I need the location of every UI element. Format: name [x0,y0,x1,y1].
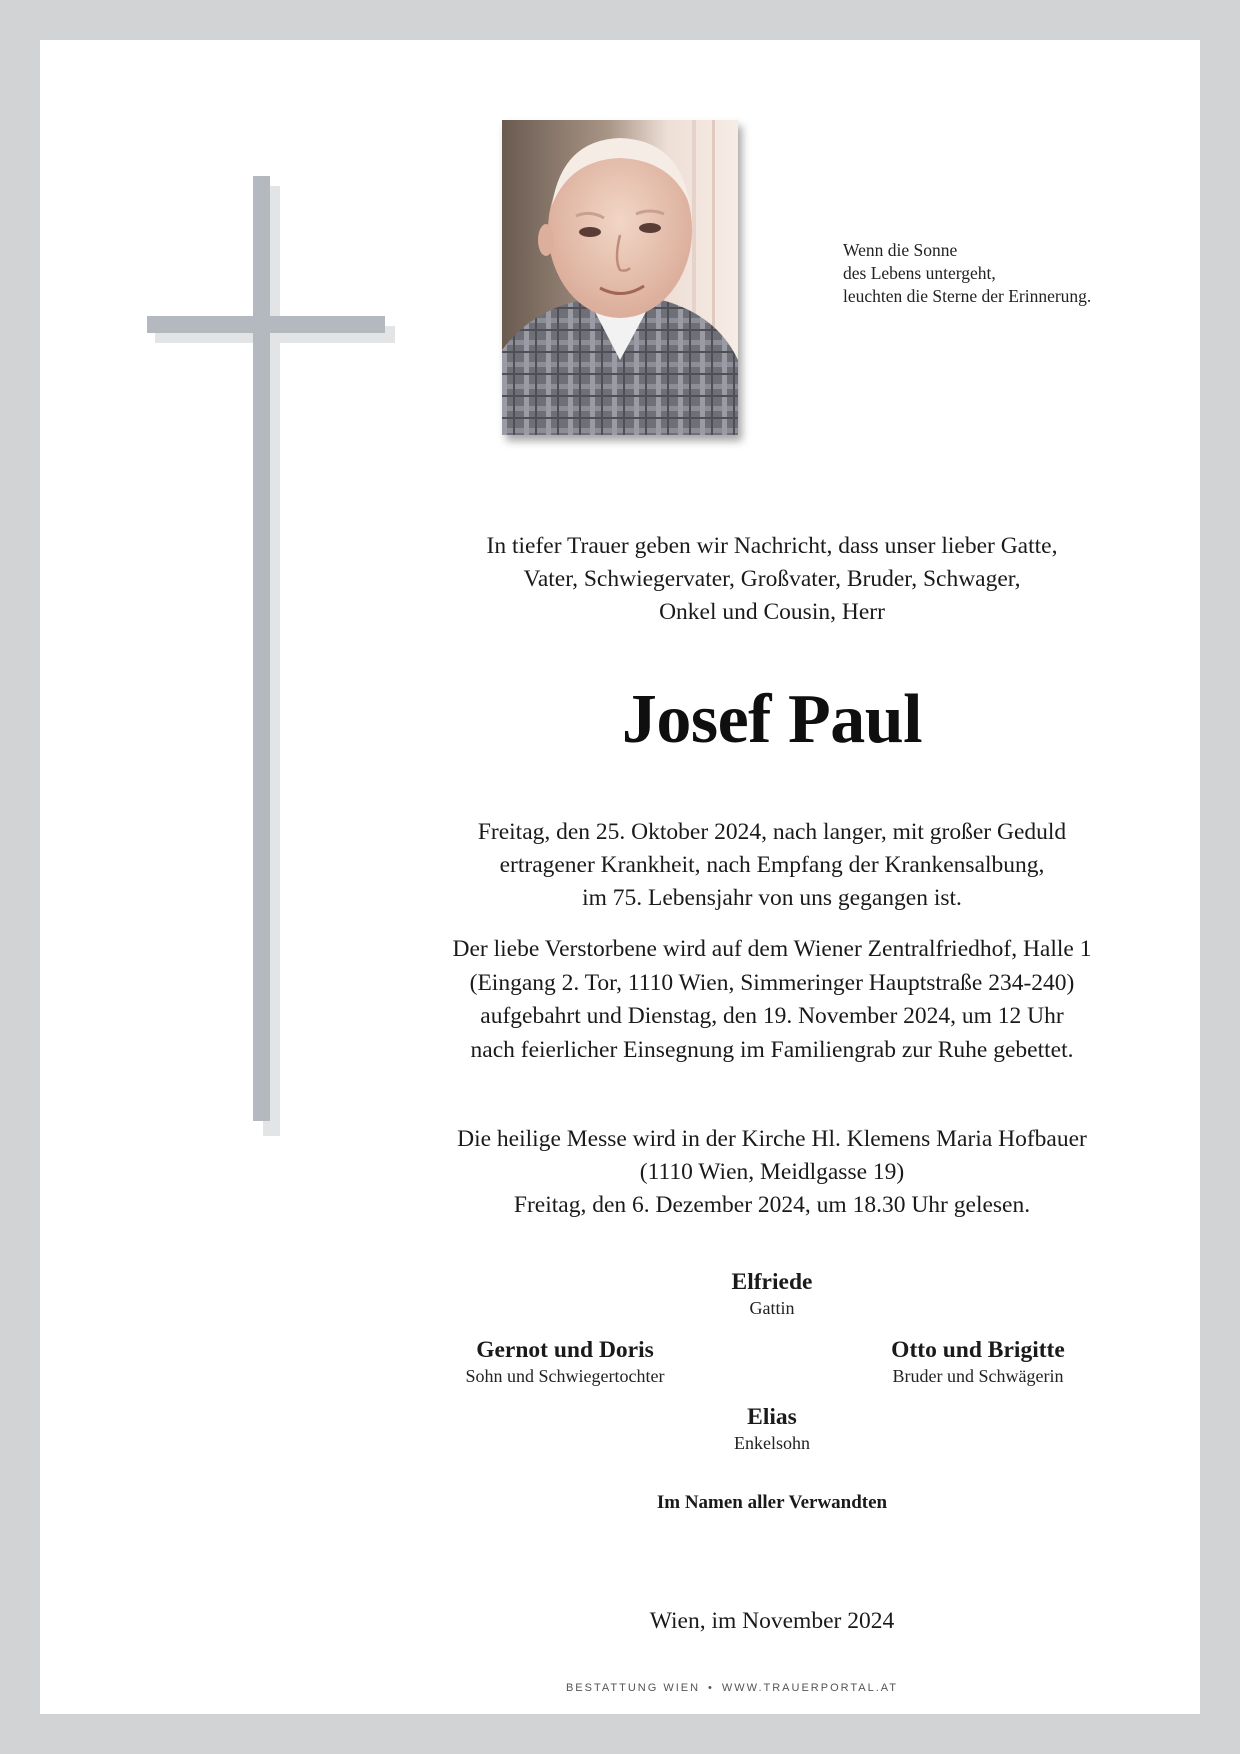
intro-line: In tiefer Trauer geben wir Nachricht, dass unser lieber Gatte, [486,533,1058,559]
mass-line: Freitag, den 6. Dezember 2024, um 18.30 Uhr gelesen. [513,1192,1031,1218]
mourner-role: Enkelsohn [734,1433,810,1453]
death-line: im 75. Lebensjahr von uns gegangen ist. [582,885,962,911]
mourner-spouse [612,1268,932,1320]
funeral-line: aufgebahrt und Dienstag, den 19. November 2024, um 12 Uhr [480,1003,1064,1029]
cross-beam-horizontal [147,316,385,333]
quote-line: Wenn die Sonne [843,240,958,260]
intro-line: Vater, Schwiegervater, Großvater, Bruder, Schwager, [523,566,1021,592]
death-line: ertragener Krankheit, nach Empfang der Krankensalbung, [499,852,1045,878]
funeral-line: (Eingang 2. Tor, 1110 Wien, Simmeringer Hauptstraße 234-240) [469,969,1075,996]
mourner-role: Bruder und Schwägerin [892,1366,1064,1386]
obituary-card [40,40,1200,1714]
mourner-son [405,1336,725,1388]
mourner-name: Otto und Brigitte [891,1337,1065,1363]
funeral-line: nach feierlicher Einsegnung im Familiengrab zur Ruhe gebettet. [470,1036,1074,1063]
relatives-note: Im Namen aller Verwandten [656,1492,888,1513]
footer-url: WWW.TRAUERPORTAL.AT [721,1682,899,1694]
quote-line: des Lebens untergeht, [843,263,996,283]
mass-paragraph [370,1123,1174,1222]
intro-line: Onkel und Cousin, Herr [659,599,885,625]
mass-line: (1110 Wien, Meidlgasse 19) [639,1159,905,1185]
mourner-role: Gattin [749,1298,795,1318]
mourner-brother [818,1336,1138,1388]
deceased-name: Josef Paul [621,681,923,758]
announcement-intro [370,530,1174,629]
funeral-paragraph [370,933,1174,1067]
footer-separator: • [708,1682,714,1694]
quote-line: leuchten die Sterne der Erinnerung. [843,286,1092,306]
funeral-line: Der liebe Verstorbene wird auf dem Wiener Zentralfriedhof, Halle 1 [452,936,1092,962]
mourner-name: Elfriede [731,1269,813,1295]
footer-credit [330,1682,1134,1694]
footer-brand: BESTATTUNG WIEN [565,1682,701,1694]
mass-line: Die heilige Messe wird in der Kirche Hl. Klemens Maria Hofbauer [457,1126,1087,1152]
mourner-name: Elias [747,1404,797,1430]
memorial-quote [843,239,1091,308]
mourner-grandson [612,1403,932,1455]
death-paragraph [370,816,1174,915]
portrait-photo [502,120,738,435]
place-date: Wien, im November 2024 [649,1608,895,1634]
mourner-name: Gernot und Doris [476,1337,654,1363]
portrait-illustration [502,120,738,435]
mourner-role: Sohn und Schwiegertochter [465,1366,665,1386]
death-line: Freitag, den 25. Oktober 2024, nach langer, mit großer Geduld [477,819,1067,845]
